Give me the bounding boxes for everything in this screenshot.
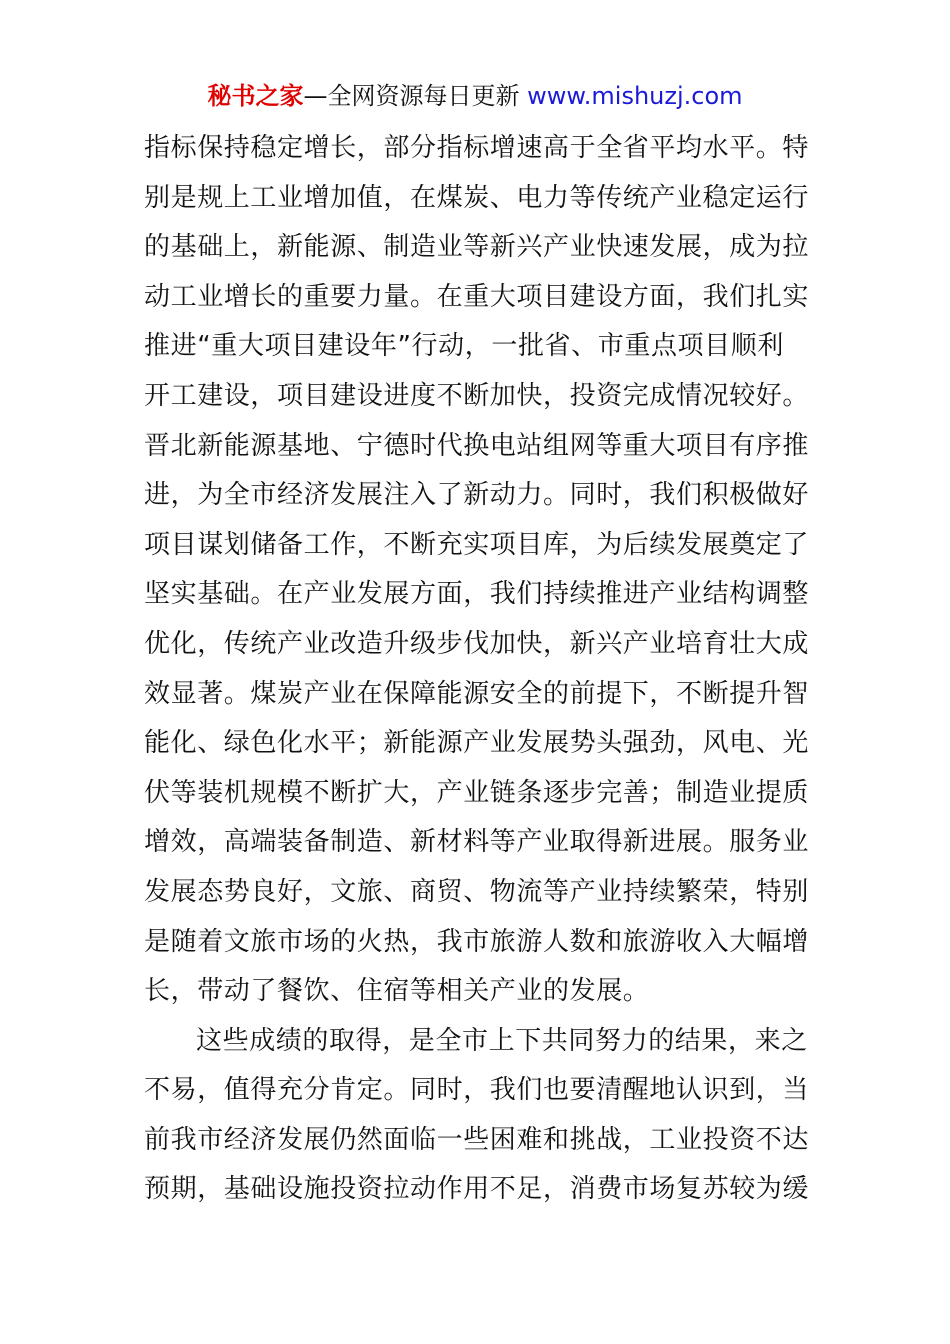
text-line: 能化、绿色化水平；新能源产业发展势头强劲，风电、光: [144, 728, 810, 759]
text-line: 坚实基础。在产业发展方面，我们持续推进产业结构调整: [144, 579, 810, 610]
text-line: 晋北新能源基地、宁德时代换电站组网等重大项目有序推: [144, 430, 810, 461]
site-tagline: —全网资源每日更新: [303, 82, 520, 110]
text-line: 增效，高端装备制造、新材料等产业取得新进展。服务业: [144, 827, 810, 858]
text-line: 是随着文旅市场的火热，我市旅游人数和旅游收入大幅增: [144, 926, 810, 957]
text-line: 优化，传统产业改造升级步伐加快，新兴产业培育壮大成: [144, 628, 810, 659]
text-line: 的基础上，新能源、制造业等新兴产业快速发展，成为拉: [144, 232, 810, 263]
text-line: 推进“重大项目建设年”行动，一批省、市重点项目顺利: [144, 331, 784, 362]
text-line: 长，带动了餐饮、住宿等相关产业的发展。: [144, 976, 650, 1007]
text-line: 不易，值得充分肯定。同时，我们也要清醒地认识到，当: [144, 1075, 810, 1106]
text-line: 发展态势良好，文旅、商贸、物流等产业持续繁荣，特别: [144, 876, 810, 907]
text-line: 项目谋划储备工作，不断充实项目库，为后续发展奠定了: [144, 529, 810, 560]
document-body: [144, 124, 810, 1215]
text-line: 前我市经济发展仍然面临一些困难和挑战，工业投资不达: [144, 1124, 810, 1155]
text-line: 效显著。煤炭产业在保障能源安全的前提下，不断提升智: [144, 678, 810, 709]
text-line: 预期，基础设施投资拉动作用不足，消费市场复苏较为缓: [144, 1174, 810, 1205]
site-brand: 秘书之家: [207, 82, 304, 110]
text-line: 指标保持稳定增长，部分指标增速高于全省平均水平。特: [144, 133, 810, 163]
text-line: 伏等装机规模不断扩大，产业链条逐步完善；制造业提质: [144, 777, 810, 808]
text-line: 进，为全市经济发展注入了新动力。同时，我们积极做好: [144, 480, 810, 511]
text-line: 别是规上工业增加值，在煤炭、电力等传统产业稳定运行: [144, 182, 810, 213]
text-line: 开工建设，项目建设进度不断加快，投资完成情况较好。: [144, 380, 810, 411]
site-url-link[interactable]: www.mishuzj.com: [527, 82, 743, 110]
paragraph-first-line: 这些成绩的取得，是全市上下共同努力的结果，来之: [196, 1025, 808, 1056]
site-header: [0, 80, 950, 112]
text-line: 动工业增长的重要力量。在重大项目建设方面，我们扎实: [144, 281, 810, 312]
